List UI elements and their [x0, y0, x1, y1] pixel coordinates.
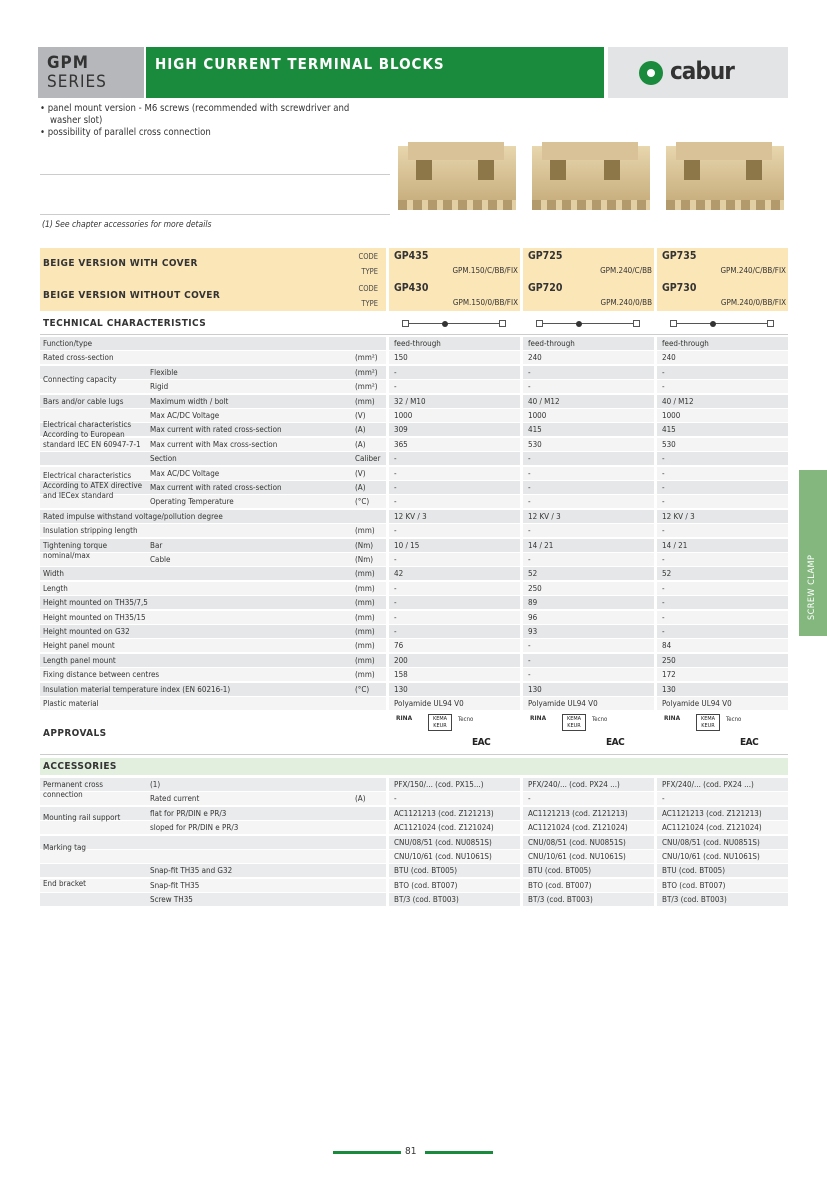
- table-row: [40, 353, 788, 364]
- row-sublabel: Section: [150, 454, 177, 463]
- table-row: [40, 866, 788, 877]
- row-value: -: [662, 613, 665, 622]
- page-number: 81: [405, 1146, 417, 1157]
- row-unit: (A): [355, 440, 366, 449]
- row-value: BTU (cod. BT005): [662, 866, 726, 875]
- row-value: 89: [528, 598, 538, 607]
- row-sublabel: (1): [150, 780, 161, 789]
- row-value: -: [662, 497, 665, 506]
- table-row: [40, 670, 788, 681]
- row-unit: (Nm): [355, 555, 374, 564]
- row-value: 10 / 15: [394, 541, 420, 550]
- row-value: AC1121213 (cod. Z121213): [528, 809, 628, 818]
- row-sublabel: Cable: [150, 555, 171, 564]
- row-unit: (mm): [355, 641, 375, 650]
- row-value: -: [394, 555, 397, 564]
- row-value: 530: [662, 440, 676, 449]
- table-row: [40, 794, 788, 805]
- feature-item: • possibility of parallel cross connection: [40, 127, 211, 138]
- row-value: 96: [528, 613, 538, 622]
- feature-item: • panel mount version - M6 screws (recommended with screwdriver and washer slot): [40, 103, 350, 126]
- row-sublabel: Snap-fit TH35: [150, 881, 200, 890]
- table-row: [40, 838, 788, 849]
- row-value: 42: [394, 569, 404, 578]
- row-value: feed-through: [528, 339, 575, 348]
- row-value: -: [662, 368, 665, 377]
- table-row: [40, 641, 788, 652]
- row-value: 415: [662, 425, 676, 434]
- row-value: 40 / M12: [528, 397, 560, 406]
- row-value: PFX/150/... (cod. PX15...): [394, 780, 484, 789]
- group-label: End bracket: [43, 879, 86, 888]
- row-value: 530: [528, 440, 542, 449]
- row-value: -: [662, 483, 665, 492]
- row-value: feed-through: [662, 339, 709, 348]
- row-label: Length panel mount: [43, 656, 116, 665]
- product-type: GPM.240/C/BB: [600, 266, 652, 275]
- row-value: CNU/10/61 (cod. NU1061S): [394, 852, 492, 861]
- row-unit: (Nm): [355, 541, 374, 550]
- row-unit: (mm): [355, 613, 375, 622]
- code-label: CODE: [358, 284, 378, 293]
- row-unit: (A): [355, 483, 366, 492]
- row-value: 415: [528, 425, 542, 434]
- table-row: [40, 656, 788, 667]
- feature-list: [40, 103, 380, 139]
- row-sublabel: Max current with rated cross-section: [150, 483, 282, 492]
- row-value: -: [528, 368, 531, 377]
- row-value: -: [528, 555, 531, 564]
- table-row: [40, 368, 788, 379]
- row-value: -: [662, 469, 665, 478]
- row-value: 240: [662, 353, 676, 362]
- rina-badge-icon: RINA: [664, 714, 681, 722]
- row-value: 93: [528, 627, 538, 636]
- row-value: BT/3 (cod. BT003): [662, 895, 727, 904]
- row-sublabel: Operating Temperature: [150, 497, 234, 506]
- group-label: Mounting rail support: [43, 813, 121, 822]
- row-unit: (mm²): [355, 382, 378, 391]
- row-sublabel: Bar: [150, 541, 163, 550]
- row-unit: (A): [355, 425, 366, 434]
- row-value: BTO (cod. BT007): [662, 881, 726, 890]
- table-row: [40, 339, 788, 350]
- row-value: 1000: [528, 411, 547, 420]
- row-value: -: [394, 368, 397, 377]
- group-label: Electrical characteristics According to ATEX directive and IECex standard: [43, 471, 143, 500]
- table-row: [40, 598, 788, 609]
- row-value: 130: [528, 685, 542, 694]
- table-row: [40, 454, 788, 465]
- row-value: AC1121024 (cod. Z121024): [528, 823, 628, 832]
- row-unit: (mm): [355, 526, 375, 535]
- row-unit: (mm): [355, 569, 375, 578]
- table-row: [40, 685, 788, 696]
- row-value: -: [394, 526, 397, 535]
- row-value: 14 / 21: [528, 541, 554, 550]
- product-type: GPM.240/0/BB/FIX: [720, 298, 786, 307]
- page-number-rule: [425, 1151, 493, 1154]
- tecno-badge-icon: Tecno: [726, 716, 742, 723]
- row-label: Rated impulse withstand voltage/pollution degree: [43, 512, 223, 521]
- row-value: feed-through: [394, 339, 441, 348]
- row-value: -: [394, 469, 397, 478]
- row-value: -: [394, 613, 397, 622]
- row-sublabel: Maximum width / bolt: [150, 397, 229, 406]
- row-value: 40 / M12: [662, 397, 694, 406]
- row-value: -: [662, 382, 665, 391]
- divider: [40, 214, 390, 215]
- product-code: GP430: [394, 282, 429, 294]
- series-box: [38, 47, 144, 98]
- row-label: Function/type: [43, 339, 93, 348]
- row-unit: (mm): [355, 670, 375, 679]
- type-label: TYPE: [361, 299, 378, 308]
- code-label: CODE: [358, 252, 378, 261]
- tech-title: TECHNICAL CHARACTERISTICS: [43, 318, 207, 329]
- page-title-box: [146, 47, 604, 98]
- row-label: Length: [43, 584, 68, 593]
- row-value: -: [528, 641, 531, 650]
- row-value: 52: [528, 569, 538, 578]
- section-side-tab[interactable]: [799, 470, 827, 636]
- table-row: [40, 823, 788, 834]
- table-row: [40, 440, 788, 451]
- row-value: 240: [528, 353, 542, 362]
- row-sublabel: flat for PR/DIN e PR/3: [150, 809, 227, 818]
- product-code: GP735: [662, 250, 697, 262]
- row-value: -: [394, 627, 397, 636]
- row-unit: (mm²): [355, 353, 378, 362]
- row-value: -: [394, 382, 397, 391]
- table-row: [40, 382, 788, 393]
- row-value: -: [528, 497, 531, 506]
- row-value: CNU/10/61 (cod. NU1061S): [662, 852, 760, 861]
- row-label: Bars and/or cable lugs: [43, 397, 124, 406]
- table-row: [40, 627, 788, 638]
- row-value: 14 / 21: [662, 541, 688, 550]
- side-tab-label: SCREW CLAMP: [807, 554, 817, 620]
- logo-mark-icon: [639, 61, 663, 85]
- page-title: HIGH CURRENT TERMINAL BLOCKS: [155, 55, 445, 73]
- row-sublabel: Rated current: [150, 794, 200, 803]
- group-label: Permanent cross connection: [43, 780, 104, 799]
- row-value: PFX/240/... (cod. PX24 ...): [528, 780, 620, 789]
- row-value: BTU (cod. BT005): [528, 866, 592, 875]
- table-row: [40, 881, 788, 892]
- row-value: 250: [528, 584, 542, 593]
- approvals-title: APPROVALS: [43, 728, 107, 739]
- row-unit: (mm): [355, 598, 375, 607]
- version-with-cover-label: BEIGE VERSION WITH COVER: [43, 258, 198, 269]
- row-label: Height mounted on G32: [43, 627, 130, 636]
- product-type: GPM.150/0/BB/FIX: [452, 298, 518, 307]
- product-type: GPM.150/C/BB/FIX: [452, 266, 518, 275]
- row-value: -: [662, 526, 665, 535]
- table-row: [40, 780, 788, 791]
- logo: [608, 47, 788, 98]
- row-value: 76: [394, 641, 404, 650]
- table-row: [40, 526, 788, 537]
- row-sublabel: Max current with Max cross-section: [150, 440, 278, 449]
- row-value: -: [528, 454, 531, 463]
- type-label: TYPE: [361, 267, 378, 276]
- product-code: GP720: [528, 282, 563, 294]
- product-code: GP435: [394, 250, 429, 262]
- row-value: AC1121024 (cod. Z121024): [394, 823, 494, 832]
- row-label: Fixing distance between centres: [43, 670, 160, 679]
- footnote: (1) See chapter accessories for more details: [42, 220, 212, 230]
- row-value: -: [394, 483, 397, 492]
- series-name: GPM: [47, 53, 89, 73]
- accessories-title: ACCESSORIES: [43, 761, 117, 772]
- row-unit: (mm): [355, 584, 375, 593]
- row-value: -: [662, 627, 665, 636]
- row-value: CNU/08/51 (cod. NU0851S): [528, 838, 626, 847]
- wiring-symbol-icon: [670, 320, 774, 328]
- table-row: [40, 397, 788, 408]
- row-value: AC1121213 (cod. Z121213): [394, 809, 494, 818]
- group-label: Tightening torque nominal/max: [43, 541, 108, 560]
- table-row: [40, 809, 788, 820]
- row-value: 12 KV / 3: [662, 512, 695, 521]
- row-value: 172: [662, 670, 676, 679]
- divider: [40, 174, 390, 175]
- row-unit: (mm): [355, 627, 375, 636]
- row-value: -: [394, 794, 397, 803]
- row-unit: (mm): [355, 656, 375, 665]
- product-type: GPM.240/C/BB/FIX: [720, 266, 786, 275]
- row-sublabel: sloped for PR/DIN e PR/3: [150, 823, 239, 832]
- row-value: BT/3 (cod. BT003): [394, 895, 459, 904]
- row-sublabel: Rigid: [150, 382, 169, 391]
- row-value: -: [528, 483, 531, 492]
- row-label: Plastic material: [43, 699, 99, 708]
- table-row: [40, 541, 788, 552]
- table-row: [40, 512, 788, 523]
- row-value: BTO (cod. BT007): [394, 881, 458, 890]
- product-code: GP730: [662, 282, 697, 294]
- row-label: Height mounted on TH35/15: [43, 613, 146, 622]
- product-code: GP725: [528, 250, 563, 262]
- eac-mark-icon: EAC: [740, 737, 759, 748]
- row-value: -: [394, 454, 397, 463]
- row-value: 130: [394, 685, 408, 694]
- group-label: Marking tag: [43, 843, 86, 852]
- row-value: AC1121024 (cod. Z121024): [662, 823, 762, 832]
- row-value: -: [394, 584, 397, 593]
- row-value: 32 / M10: [394, 397, 426, 406]
- row-value: 12 KV / 3: [394, 512, 427, 521]
- row-sublabel: Screw TH35: [150, 895, 193, 904]
- series-label: SERIES: [47, 72, 107, 92]
- kema-keur-badge-icon: KEMA KEUR: [562, 714, 586, 731]
- row-value: BTO (cod. BT007): [528, 881, 592, 890]
- row-value: CNU/10/61 (cod. NU1061S): [528, 852, 626, 861]
- row-label: Insulation stripping length: [43, 526, 138, 535]
- row-sublabel: Max AC/DC Voltage: [150, 411, 220, 420]
- row-label: Height panel mount: [43, 641, 115, 650]
- row-value: -: [662, 555, 665, 564]
- row-label: Insulation material temperature index (EN 60216-1): [43, 685, 231, 694]
- row-value: -: [528, 656, 531, 665]
- table-row: [40, 497, 788, 508]
- row-label: Rated cross-section: [43, 353, 114, 362]
- row-value: 309: [394, 425, 408, 434]
- row-value: -: [528, 670, 531, 679]
- table-row: [40, 852, 788, 863]
- product-photo: [532, 146, 650, 204]
- row-value: -: [394, 598, 397, 607]
- row-unit: (°C): [355, 497, 370, 506]
- product-photo: [398, 146, 516, 204]
- kema-keur-badge-icon: KEMA KEUR: [428, 714, 452, 731]
- table-row: [40, 895, 788, 906]
- table-row: [40, 613, 788, 624]
- table-row: [40, 699, 788, 710]
- row-unit: (A): [355, 794, 366, 803]
- row-unit: Caliber: [355, 454, 381, 463]
- page-number-rule: [333, 1151, 401, 1154]
- row-label: Width: [43, 569, 64, 578]
- row-value: BT/3 (cod. BT003): [528, 895, 593, 904]
- row-value: -: [662, 598, 665, 607]
- row-value: BTU (cod. BT005): [394, 866, 458, 875]
- row-value: -: [528, 382, 531, 391]
- row-unit: (mm): [355, 397, 375, 406]
- row-value: -: [662, 794, 665, 803]
- row-value: 158: [394, 670, 408, 679]
- row-sublabel: Max current with rated cross-section: [150, 425, 282, 434]
- table-row: [40, 483, 788, 494]
- wiring-symbol-icon: [402, 320, 506, 328]
- row-value: 130: [662, 685, 676, 694]
- row-sublabel: Flexible: [150, 368, 178, 377]
- tecno-badge-icon: Tecno: [458, 716, 474, 723]
- row-value: Polyamide UL94 V0: [394, 699, 464, 708]
- divider: [40, 754, 788, 755]
- table-row: [40, 469, 788, 480]
- eac-mark-icon: EAC: [606, 737, 625, 748]
- divider: [40, 334, 788, 335]
- row-value: 12 KV / 3: [528, 512, 561, 521]
- row-value: -: [528, 526, 531, 535]
- row-value: -: [528, 469, 531, 478]
- row-unit: (V): [355, 411, 366, 420]
- row-value: 200: [394, 656, 408, 665]
- row-value: -: [394, 497, 397, 506]
- row-value: PFX/240/... (cod. PX24 ...): [662, 780, 754, 789]
- table-row: [40, 569, 788, 580]
- tecno-badge-icon: Tecno: [592, 716, 608, 723]
- row-sublabel: Max AC/DC Voltage: [150, 469, 220, 478]
- row-value: CNU/08/51 (cod. NU0851S): [394, 838, 492, 847]
- row-value: -: [528, 794, 531, 803]
- row-value: 52: [662, 569, 672, 578]
- row-value: CNU/08/51 (cod. NU0851S): [662, 838, 760, 847]
- row-value: Polyamide UL94 V0: [662, 699, 732, 708]
- logo-text: cabur: [670, 57, 734, 85]
- group-label: Electrical characteristics According to European standard IEC EN 60947-7-1: [43, 420, 141, 449]
- row-value: Polyamide UL94 V0: [528, 699, 598, 708]
- rina-badge-icon: RINA: [530, 714, 547, 722]
- row-unit: (V): [355, 469, 366, 478]
- row-value: AC1121213 (cod. Z121213): [662, 809, 762, 818]
- row-unit: (mm²): [355, 368, 378, 377]
- row-value: 365: [394, 440, 408, 449]
- row-sublabel: Snap-fit TH35 and G32: [150, 866, 233, 875]
- group-label: Connecting capacity: [43, 375, 117, 384]
- version-without-cover-label: BEIGE VERSION WITHOUT COVER: [43, 290, 221, 301]
- accessories-band: [40, 758, 788, 775]
- row-value: 150: [394, 353, 408, 362]
- rina-badge-icon: RINA: [396, 714, 413, 722]
- product-type: GPM.240/0/BB: [600, 298, 652, 307]
- wiring-symbol-icon: [536, 320, 640, 328]
- row-value: -: [662, 584, 665, 593]
- table-row: [40, 555, 788, 566]
- row-value: 1000: [394, 411, 413, 420]
- product-photo: [666, 146, 784, 204]
- table-row: [40, 584, 788, 595]
- row-label: Height mounted on TH35/7,5: [43, 598, 148, 607]
- kema-keur-badge-icon: KEMA KEUR: [696, 714, 720, 731]
- row-unit: (°C): [355, 685, 370, 694]
- eac-mark-icon: EAC: [472, 737, 491, 748]
- row-value: 1000: [662, 411, 681, 420]
- row-value: 250: [662, 656, 676, 665]
- table-row: [40, 411, 788, 422]
- row-value: -: [662, 454, 665, 463]
- row-value: 84: [662, 641, 672, 650]
- table-row: [40, 425, 788, 436]
